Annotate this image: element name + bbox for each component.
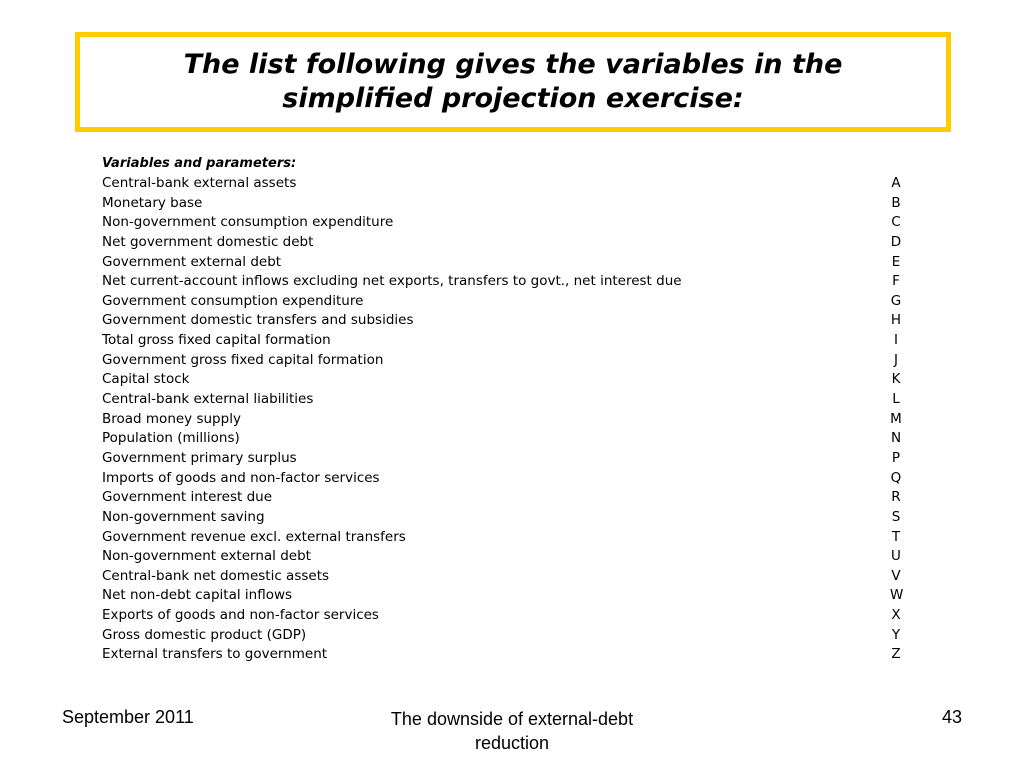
variable-name: Government domestic transfers and subsidies (102, 312, 414, 329)
variable-row (102, 626, 902, 646)
variable-name: Net government domestic debt (102, 233, 314, 250)
variable-name: Non-government saving (102, 508, 265, 525)
variable-row (102, 253, 902, 273)
variable-code: R (891, 489, 901, 506)
variable-row (102, 272, 902, 292)
variable-code: G (890, 292, 902, 309)
variable-code: I (894, 332, 898, 349)
variable-row (102, 547, 902, 567)
variable-name: Gross domestic product (GDP) (102, 626, 307, 643)
variable-code: A (891, 175, 901, 191)
variable-code: H (890, 312, 902, 329)
variable-name: Government revenue excl. external transfers (102, 528, 406, 545)
variable-row (102, 390, 902, 410)
variable-row (102, 606, 902, 626)
variable-row (102, 488, 902, 508)
variable-code: E (891, 253, 901, 270)
variable-row (102, 331, 902, 351)
variable-name: Net current-account inflows excluding net exports, transfers to govt., net interest due (102, 273, 682, 290)
variable-name: Monetary base (102, 194, 203, 211)
variable-name: Government gross fixed capital formation (102, 351, 384, 368)
variable-row (102, 508, 902, 528)
variable-code: P (891, 449, 901, 466)
footer-title-line2: reduction (474, 733, 550, 753)
variable-name: Broad money supply (102, 410, 241, 427)
variable-code: M (890, 410, 902, 427)
variable-name: Central-bank external assets (102, 175, 297, 191)
variable-code: V (891, 567, 901, 584)
variable-rows (102, 174, 902, 665)
variable-row (102, 449, 902, 469)
variable-name: External transfers to government (102, 646, 328, 663)
variable-row (102, 233, 902, 253)
variable-code: F (892, 273, 900, 290)
variable-row (102, 351, 902, 371)
variable-code: T (891, 528, 901, 545)
variable-row (102, 528, 902, 548)
variable-name: Central-bank net domestic assets (102, 567, 330, 584)
variable-name: Non-government external debt (102, 548, 311, 565)
variable-code: U (891, 548, 901, 565)
variable-code: X (891, 607, 901, 624)
variable-row (102, 311, 902, 331)
variable-code: C (891, 214, 901, 231)
variable-name: Capital stock (102, 371, 190, 388)
variables-table (102, 154, 902, 665)
variable-name: Government interest due (102, 489, 272, 506)
variable-code: B (891, 194, 901, 211)
variable-name: Net non-debt capital inflows (102, 587, 293, 604)
variable-code: W (890, 587, 904, 604)
variable-code: S (891, 508, 901, 525)
variable-row (102, 174, 902, 194)
footer-date: September 2011 (62, 707, 194, 727)
variable-row (102, 370, 902, 390)
variable-code: N (890, 430, 902, 447)
variable-code: Y (891, 626, 901, 643)
variable-name: Non-government consumption expenditure (102, 214, 394, 231)
section-heading: Variables and parameters: (102, 156, 297, 171)
variable-name: Exports of goods and non-factor services (102, 607, 379, 624)
variable-name: Government external debt (102, 253, 282, 270)
footer-title-line1: The downside of external-debt (390, 709, 634, 729)
variable-code: Z (891, 646, 901, 663)
variable-code: J (894, 351, 898, 368)
variable-name: Population (millions) (102, 430, 240, 447)
variable-name: Government consumption expenditure (102, 292, 364, 309)
variable-row (102, 567, 902, 587)
title-box (75, 32, 951, 132)
variable-code: K (891, 371, 901, 388)
variable-row (102, 213, 902, 233)
variable-row (102, 429, 902, 449)
variable-code: L (892, 391, 900, 408)
variable-row (102, 645, 902, 665)
variable-code: Q (890, 469, 902, 486)
footer-page-number: 43 (941, 707, 962, 727)
variable-name: Imports of goods and non-factor services (102, 469, 380, 486)
variable-name: Total gross fixed capital formation (102, 332, 331, 349)
variable-row (102, 469, 902, 489)
variable-row (102, 194, 902, 214)
variable-row (102, 410, 902, 430)
variable-row (102, 586, 902, 606)
variable-name: Central-bank external liabilities (102, 391, 314, 408)
variable-name: Government primary surplus (102, 449, 297, 466)
footer-title (362, 707, 662, 755)
variable-row (102, 292, 902, 312)
slide-title: The list following gives the variables in the simplified projection exercise: (183, 49, 843, 114)
variable-code: D (890, 233, 902, 250)
